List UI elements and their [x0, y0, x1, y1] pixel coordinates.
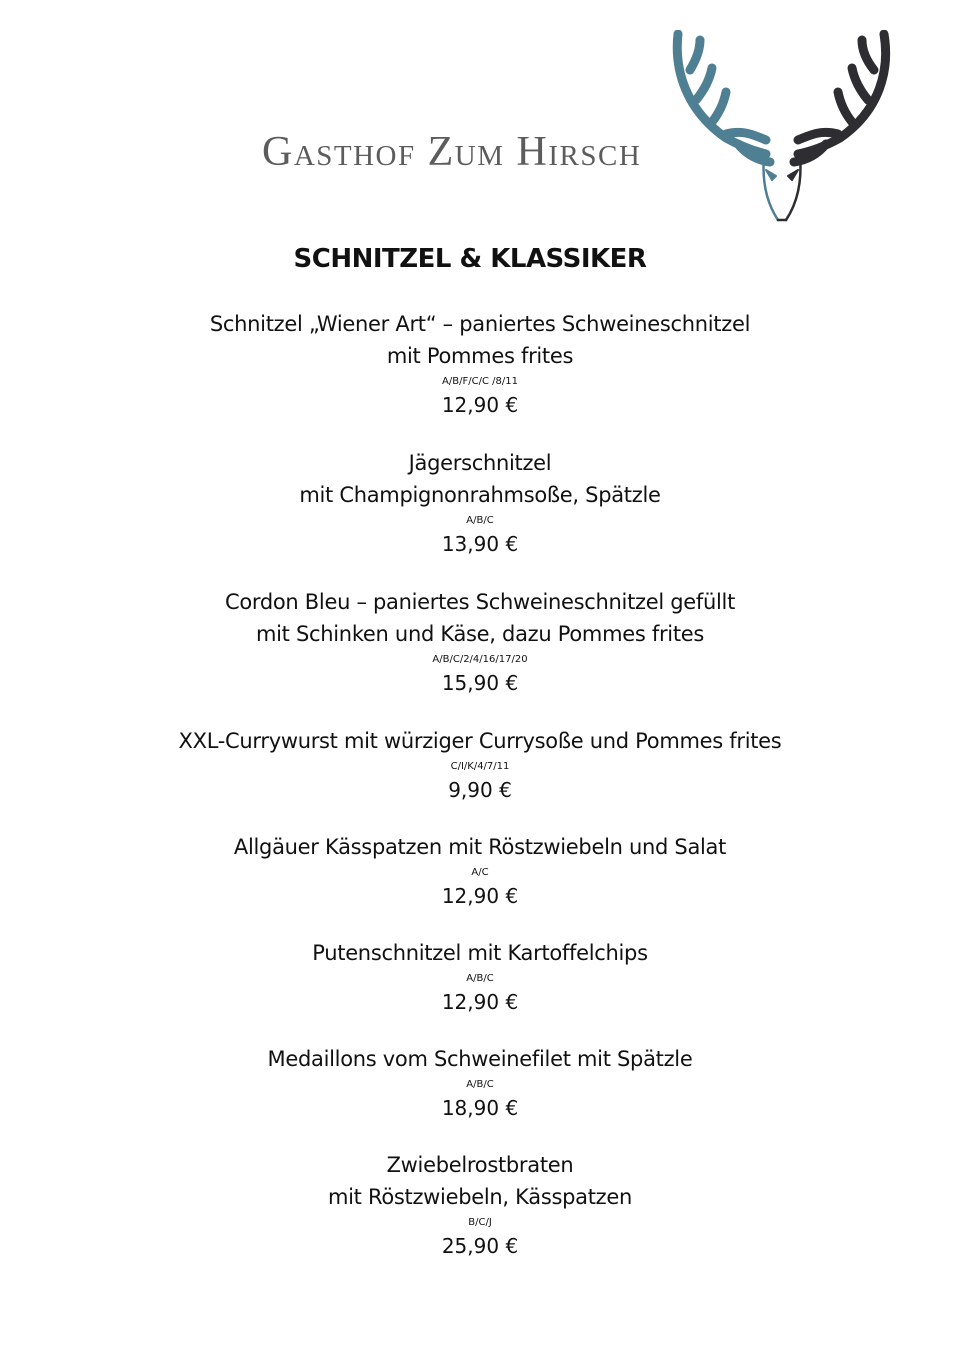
- allergen-codes: C/I/K/4/7/11: [450, 761, 510, 772]
- allergen-codes: A/B/C: [466, 515, 494, 526]
- dish-name: XXL-Currywurst mit würziger Currysoße und Pommes frites: [178, 729, 782, 753]
- dish-name: Cordon Bleu – paniertes Schweineschnitzel gefüllt: [224, 590, 736, 614]
- dish-name: Allgäuer Kässpatzen mit Röstzwiebeln und Salat: [233, 835, 727, 859]
- allergen-codes: A/B/C: [466, 1079, 494, 1090]
- restaurant-name: Gasthof Zum Hirsch: [262, 129, 642, 175]
- dish-description: mit Champignonrahmsoße, Spätzle: [299, 483, 661, 507]
- dish-description: mit Schinken und Käse, dazu Pommes frites: [255, 622, 705, 646]
- menu-item: [0, 308, 960, 420]
- menu-item: [0, 586, 960, 698]
- allergen-codes: A/B/F/C/C /8/11: [442, 376, 518, 387]
- dish-name: Schnitzel „Wiener Art“ – paniertes Schweineschnitzel: [209, 312, 751, 336]
- menu-item: [0, 831, 960, 911]
- dish-name: Putenschnitzel mit Kartoffelchips: [312, 941, 648, 965]
- allergen-codes: B/C/J: [468, 1217, 492, 1228]
- allergen-codes: A/C: [471, 867, 489, 878]
- menu-item: [0, 937, 960, 1017]
- stag-antlers-icon: [666, 30, 898, 226]
- dish-description: mit Röstzwiebeln, Kässpatzen: [327, 1185, 632, 1209]
- dish-price: 13,90 €: [441, 532, 519, 556]
- allergen-codes: A/B/C: [466, 973, 494, 984]
- menu-item: [0, 1149, 960, 1261]
- dish-price: 12,90 €: [441, 393, 519, 417]
- menu-item: [0, 725, 960, 805]
- menu-item: [0, 1043, 960, 1123]
- dish-price: 25,90 €: [441, 1234, 519, 1258]
- allergen-codes: A/B/C/2/4/16/17/20: [432, 654, 528, 665]
- dish-price: 15,90 €: [441, 671, 519, 695]
- dish-price: 18,90 €: [441, 1096, 519, 1120]
- dish-name: Zwiebelrostbraten: [386, 1153, 574, 1177]
- dish-price: 9,90 €: [448, 778, 512, 802]
- section-title: SCHNITZEL & KLASSIKER: [293, 244, 647, 274]
- dish-price: 12,90 €: [441, 990, 519, 1014]
- menu-item: [0, 447, 960, 559]
- dish-description: mit Pommes frites: [386, 344, 574, 368]
- dish-name: Jägerschnitzel: [408, 451, 552, 475]
- dish-price: 12,90 €: [441, 884, 519, 908]
- dish-name: Medaillons vom Schweinefilet mit Spätzle: [267, 1047, 693, 1071]
